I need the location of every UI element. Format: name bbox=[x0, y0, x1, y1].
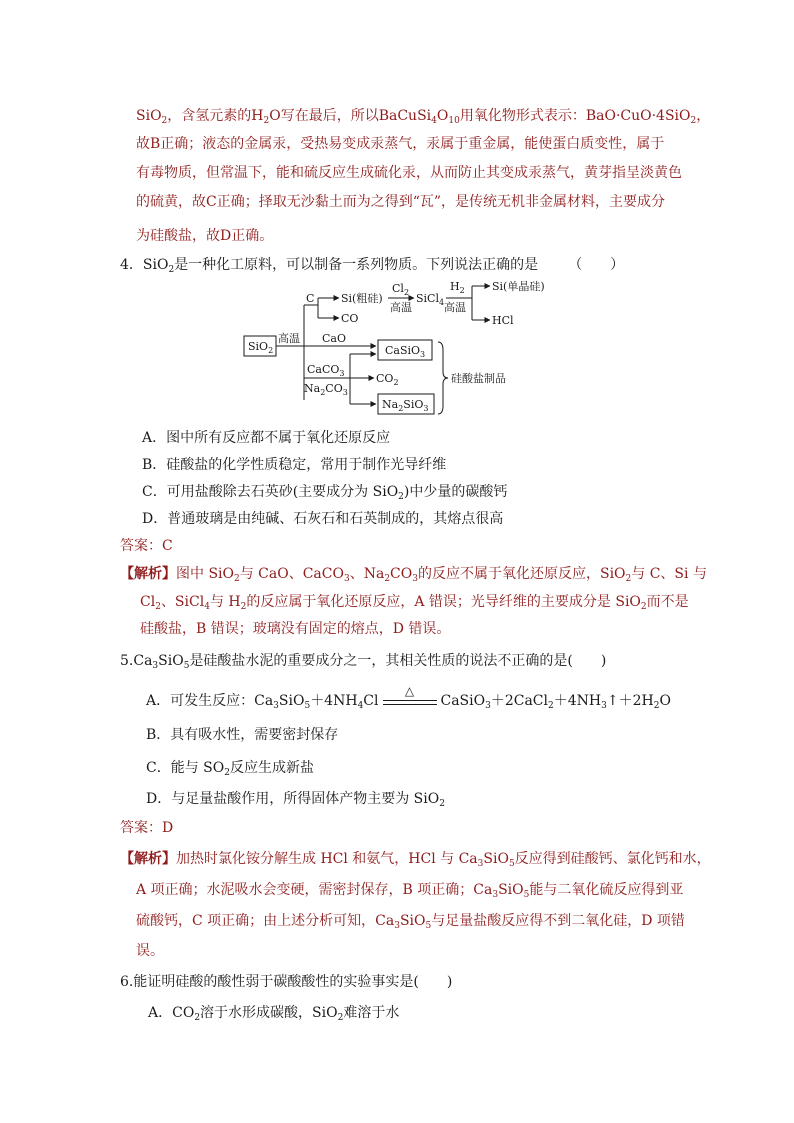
condition-gaowen: 高温 bbox=[390, 301, 412, 314]
question-6-stem: 6.能证明硅酸的酸性弱于碳酸酸性的实验事实是( ) bbox=[120, 974, 453, 990]
answer: 答案：D bbox=[120, 820, 174, 836]
option-b: B．硅酸盐的化学性质稳定，常用于制作光导纤维 bbox=[142, 457, 447, 473]
analysis-line: A 项正确；水泥吸水会变硬，需密封保存，B 项正确；$Ca_3SiO_5$能与二氧化硫反应得到亚 bbox=[136, 882, 684, 900]
analysis-line: 有毒物质，但常温下，能和硫反应生成硫化汞，从而防止其变成汞蒸气，黄芽指呈淡黄色 bbox=[136, 165, 682, 181]
reagent-caco3: CaCO$_3$ bbox=[307, 363, 345, 378]
analysis-line: 误。 bbox=[136, 943, 164, 959]
sio2-label: SiO$_2$ bbox=[248, 340, 274, 355]
product-si-crude: Si(粗硅) bbox=[341, 292, 383, 305]
reagent-na2co3: $Na_2CO_3$ bbox=[304, 382, 348, 397]
question-4-stem: 4．SiO$_2$是一种化工原料，可以制备一系列物质。下列说法正确的是 （ ） bbox=[120, 257, 625, 275]
reaction-flow-diagram bbox=[240, 280, 545, 420]
option-d: D．与足量盐酸作用，所得固体产物主要为 SiO$_2$ bbox=[146, 791, 445, 809]
option-c: C．可用盐酸除去石英砂(主要成分为 SiO$_2$)中少量的碳酸钙 bbox=[142, 484, 508, 502]
option-b: B．具有吸水性，需要密封保存 bbox=[146, 727, 339, 743]
analysis-line: 硅酸盐，B 错误；玻璃没有固定的熔点，D 错误。 bbox=[140, 621, 451, 637]
analysis-line: 的硫黄，故C正确；择取无沙黏土而为之得到“瓦”，是传统无机非金属材料，主要成分 bbox=[136, 194, 666, 210]
option-c: C．能与 $SO_2$反应生成新盐 bbox=[146, 760, 314, 778]
reagent-h2: $H_2$ bbox=[450, 280, 465, 295]
analysis-line: 【解析】加热时氯化铵分解生成 HCl 和氨气，HCl 与 $Ca_3SiO_5$反应得到硅酸钙、氯化钙和水， bbox=[120, 851, 711, 869]
option-d: D．普通玻璃是由纯碱、石灰石和石英制成的，其熔点很高 bbox=[142, 511, 504, 527]
analysis-line: 为硅酸盐，故D正确。 bbox=[136, 228, 274, 244]
question-5-stem: $5.Ca_3SiO_5$是硅酸盐水泥的重要成分之一，其相关性质的说法不正确的是( ) bbox=[120, 653, 607, 671]
product-sicl4: SiCl$_4$ bbox=[416, 292, 445, 307]
heat-equals-sign: △ bbox=[381, 691, 439, 711]
analysis-line: 故B正确；液态的金属汞，受热易变成汞蒸气，汞属于重金属，能使蛋白质变性，属于 bbox=[136, 136, 665, 152]
product-co2: $CO_2$ bbox=[376, 372, 399, 387]
reagent-c: C bbox=[306, 292, 315, 305]
condition-gaowen: 高温 bbox=[444, 301, 466, 314]
reagent-cao: CaO bbox=[322, 332, 346, 345]
analysis-line: 硫酸钙，C 项正确；由上述分析可知，$Ca_3SiO_5$与足量盐酸反应得不到二氧化硅，D 项错 bbox=[136, 913, 685, 931]
condition-gaowen: 高温 bbox=[278, 332, 300, 345]
option-a: A．$CO_2$溶于水形成碳酸，SiO$_2$难溶于水 bbox=[148, 1005, 400, 1023]
product-hcl: HCl bbox=[492, 314, 514, 327]
analysis-line: 【解析】图中 SiO$_2$与 CaO、CaCO$_3$、$Na_2CO_3$的反应不属于氧化还原反应，SiO$_2$与 C、Si 与 bbox=[120, 566, 707, 584]
product-co: CO bbox=[341, 312, 359, 325]
product-silicate: 硅酸盐制品 bbox=[451, 372, 506, 385]
answer: 答案：C bbox=[120, 538, 173, 554]
analysis-line: $Cl_2$、SiCl$_4$与 $H_2$的反应属于氧化还原反应，A 错误；光导纤维的主要成分是 SiO$_2$而不是 bbox=[140, 594, 689, 612]
brace bbox=[438, 342, 448, 414]
product-casio3: CaSiO$_3$ bbox=[385, 344, 426, 359]
product-si-mono: Si(单晶硅) bbox=[492, 280, 545, 293]
option-a: A．可发生反应：$Ca_3SiO_5+4NH_4Cl$ △ $CaSiO_3+2CaCl_2+4NH_3↑+2H_2O$ bbox=[146, 684, 671, 711]
reagent-cl2: $Cl_2$ bbox=[392, 282, 410, 297]
product-na2sio3: $Na_2SiO_3$ bbox=[382, 398, 429, 413]
analysis-line: SiO$_2$，含氢元素的$H_2O$写在最后，所以$BaCuSi_4O_{10}$用氧化物形式表示：BaO·CuO·4SiO$_2$， bbox=[136, 108, 711, 126]
option-a: A．图中所有反应都不属于氧化还原反应 bbox=[142, 430, 391, 446]
